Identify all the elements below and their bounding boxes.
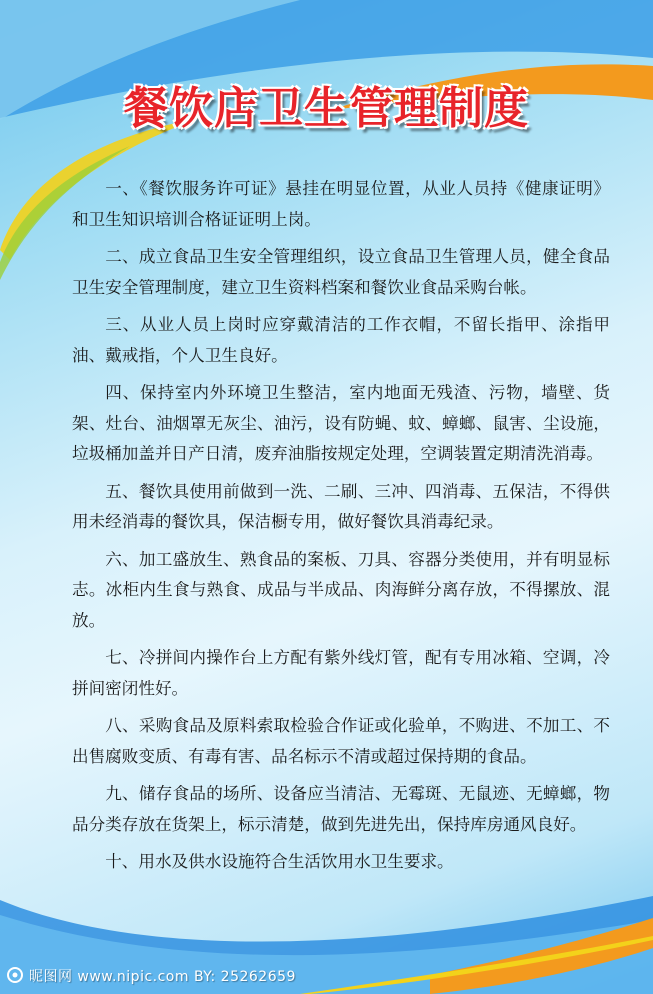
rule-paragraph: 四、保持室内外环境卫生整洁，室内地面无残渣、污物，墙壁、货架、灶台、油烟罩无灰尘、油污，设有防蝇、蚊、蟑螂、鼠害、尘设施，垃圾桶加盖并日产日清，废弃油脂按规定处理，空调装置定期清洗消毒。: [72, 383, 610, 463]
rule-paragraph: 八、采购食品及原料索取检验合作证或化验单，不购进、不加工、不出售腐败变质、有毒有害、品名标示不清或超过保持期的食品。: [72, 716, 610, 766]
rule-paragraph: 七、冷拼间内操作台上方配有紫外线灯管，配有专用冰箱、空调，冷拼间密闭性好。: [72, 648, 610, 698]
rule-paragraph: 一、《餐饮服务许可证》悬挂在明显位置，从业人员持《健康证明》和卫生知识培训合格证证明上岗。: [72, 179, 610, 229]
rule-paragraph: 九、储存食品的场所、设备应当清洁、无霉斑、无鼠迹、无蟑螂，物品分类存放在货架上，标示清楚，做到先进先出，保持库房通风良好。: [72, 784, 610, 834]
watermark: [6, 966, 296, 988]
nipic-logo-icon: [6, 966, 24, 988]
watermark-id: BY: 25262659: [193, 969, 296, 985]
watermark-brand: 昵图网: [28, 969, 73, 985]
watermark-site: www.nipic.com: [77, 969, 190, 985]
rule-paragraph: 三、从业人员上岗时应穿戴清洁的工作衣帽，不留长指甲、涂指甲油、戴戒指，个人卫生良好。: [72, 315, 610, 365]
rule-paragraph: 六、加工盛放生、熟食品的案板、刀具、容器分类使用，并有明显标志。冰柜内生食与熟食、成品与半成品、肉海鲜分离存放，不得摞放、混放。: [72, 549, 610, 630]
rule-paragraph: 五、餐饮具使用前做到一洗、二刷、三冲、四消毒、五保洁，不得供用未经消毒的餐饮具，保洁橱专用，做好餐饮具消毒纪录。: [72, 481, 610, 531]
rules-body: [72, 174, 610, 885]
rule-paragraph: 二、成立食品卫生安全管理组织，设立食品卫生管理人员，健全食品卫生安全管理制度，建立卫生资料档案和餐饮业食品采购台帐。: [72, 247, 610, 297]
rule-paragraph: 十、用水及供水设施符合生活饮用水卫生要求。: [105, 852, 454, 871]
page-title: 餐饮店卫生管理制度: [124, 83, 529, 134]
